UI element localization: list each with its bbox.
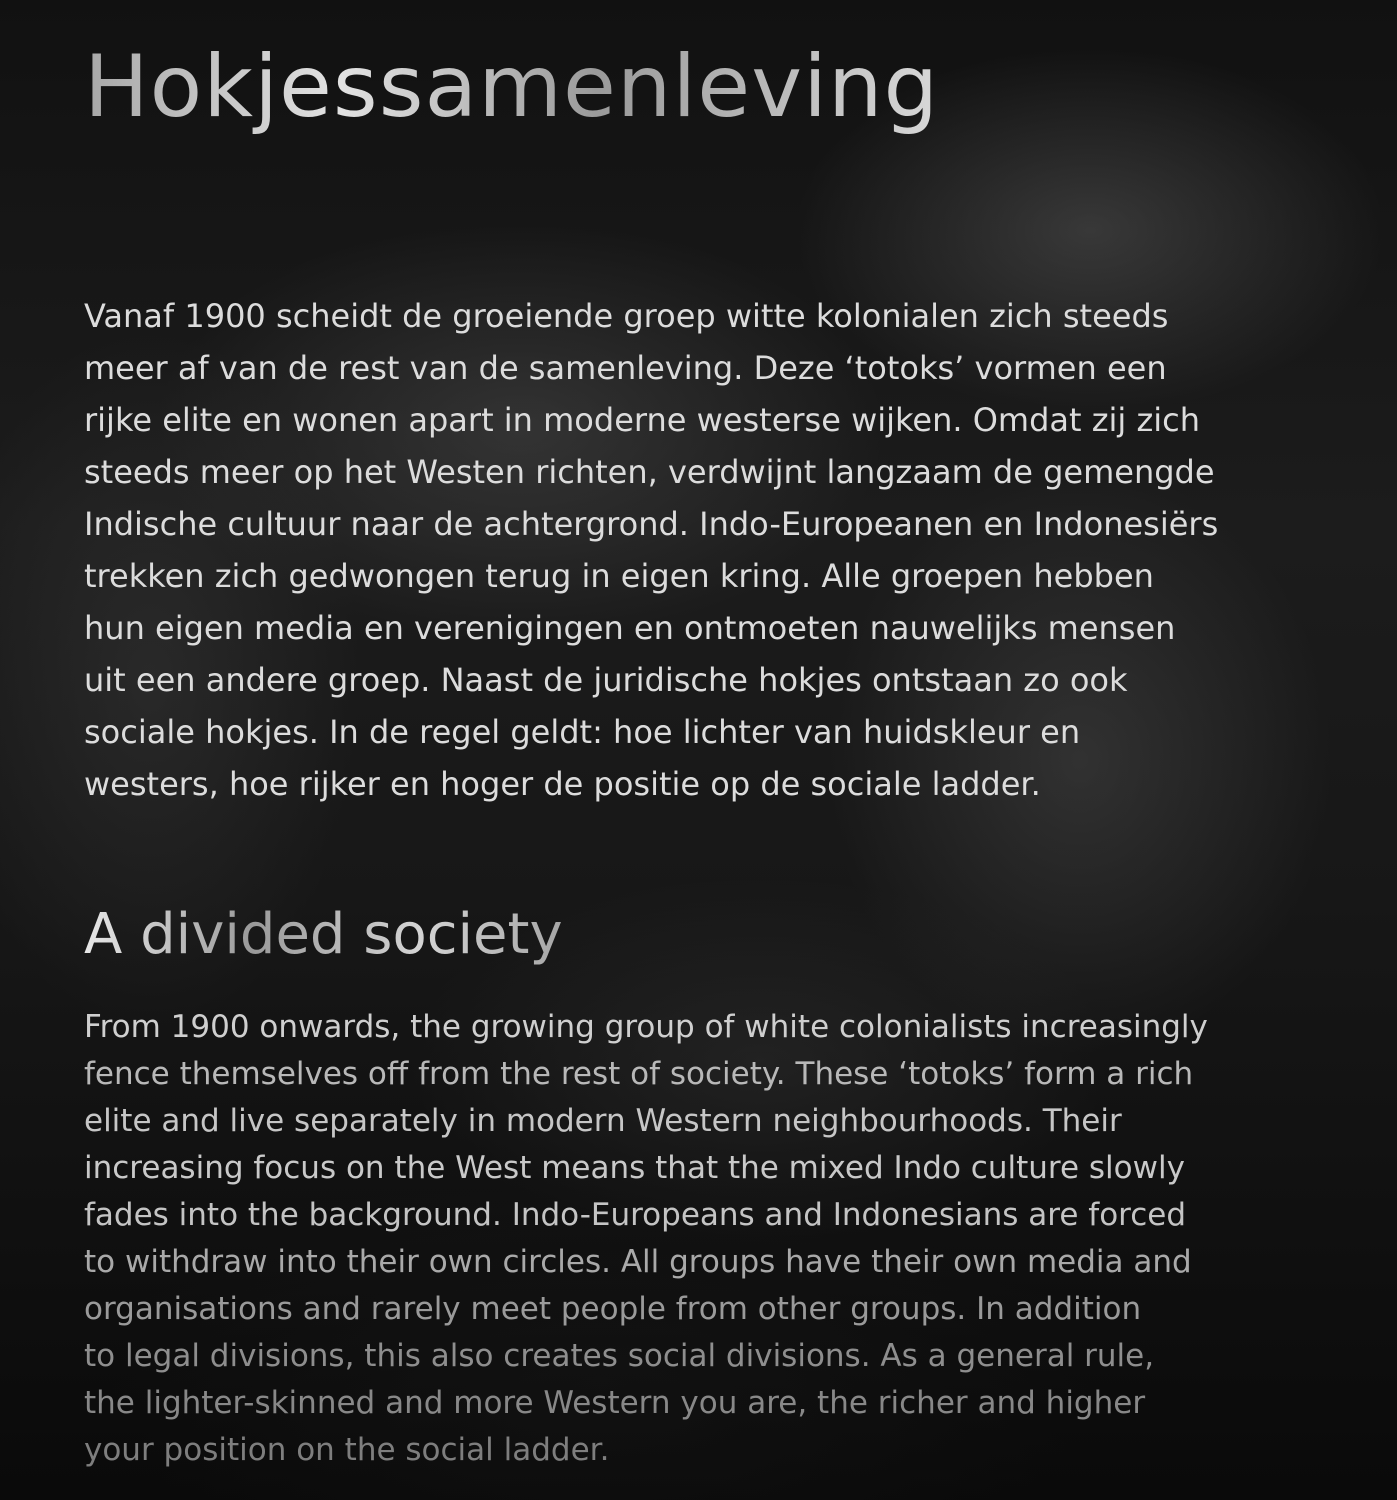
english-line: organisations and rarely meet people from other groups. In addition [84,1291,1142,1327]
dutch-title: Hokjessamenleving [84,32,939,142]
dutch-line: westers, hoe rijker en hoger de positie op de sociale ladder. [84,765,1041,803]
dutch-line: hun eigen media en verenigingen en ontmoeten nauwelijks mensen [84,609,1176,647]
dutch-line: sociale hokjes. In de regel geldt: hoe lichter van huidskleur en [84,713,1081,751]
dutch-line: uit een andere groep. Naast de juridische hokjes ontstaan zo ook [84,661,1128,699]
dutch-paragraph [84,290,1334,810]
dutch-line: Vanaf 1900 scheidt de groeiende groep witte kolonialen zich steeds [84,297,1169,335]
dutch-line: steeds meer op het Westen richten, verdwijnt langzaam de gemengde [84,453,1215,491]
english-line: the lighter-skinned and more Western you are, the richer and higher [84,1385,1146,1421]
english-line: From 1900 onwards, the growing group of white colonialists increasingly [84,1009,1208,1045]
english-line: to legal divisions, this also creates social divisions. As a general rule, [84,1338,1155,1374]
dutch-line: rijke elite en wonen apart in moderne westerse wijken. Omdat zij zich [84,401,1201,439]
english-line: to withdraw into their own circles. All groups have their own media and [84,1244,1192,1280]
english-line: your position on the social ladder. [84,1432,610,1468]
english-line: elite and live separately in modern Western neighbourhoods. Their [84,1103,1122,1139]
english-paragraph [84,1004,1334,1474]
dutch-line: trekken zich gedwongen terug in eigen kring. Alle groepen hebben [84,557,1154,595]
dutch-line: Indische cultuur naar de achtergrond. Indo-Europeanen en Indonesiërs [84,505,1219,543]
english-title: A divided society [84,895,563,975]
english-line: increasing focus on the West means that the mixed Indo culture slowly [84,1150,1185,1186]
dutch-line: meer af van de rest van de samenleving. Deze ‘totoks’ vormen een [84,349,1167,387]
english-line: fades into the background. Indo-Europeans and Indonesians are forced [84,1197,1187,1233]
english-line: fence themselves off from the rest of society. These ‘totoks’ form a rich [84,1056,1194,1092]
